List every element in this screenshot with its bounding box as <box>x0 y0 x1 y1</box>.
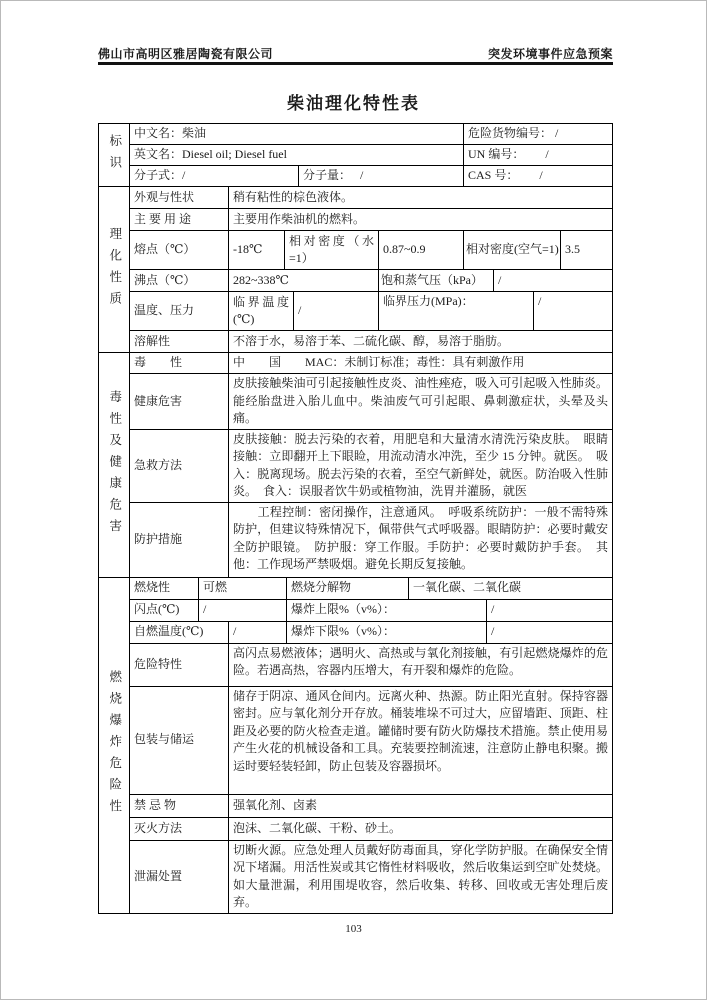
hazard-label-cell: 危险特性 <box>134 656 183 671</box>
explosion-upper-label-cell: 爆炸上限%（v%）： <box>286 600 486 621</box>
boiling-point-value-cell: 282~338℃ <box>228 270 378 291</box>
table-row <box>130 794 612 817</box>
extinguishing-label-cell: 灭火方法 <box>134 820 183 835</box>
flash-point-label-cell: 闪点(℃) <box>134 602 180 617</box>
table-row <box>130 840 612 913</box>
table-row <box>130 599 612 621</box>
table-row <box>130 373 612 429</box>
boiling-point-label-cell: 沸点（℃） <box>134 272 196 287</box>
un-no-cell: UN 编号： / <box>463 145 612 165</box>
saturated-vapor-pressure-value-cell: / <box>493 270 612 291</box>
section-label-text: 理化性质 <box>107 226 122 313</box>
solubility-label-cell: 溶解性 <box>134 333 171 348</box>
molecular-weight-cell: 分子量： / <box>298 166 463 186</box>
incompatibles-value-cell: 强氧化剂、卤素 <box>228 795 612 817</box>
saturated-vapor-pressure-label-cell: 饱和蒸气压（kPa） <box>378 270 493 291</box>
table-row <box>130 817 612 840</box>
page-header <box>98 45 613 62</box>
explosion-upper-value-cell: / <box>486 600 612 621</box>
packaging-value-cell: 储存于阴凉、通风仓间内。远离火种、热源。防止阳光直射。保持容器密封。应与氧化剂分开存放。桶装堆垛不可过大，应留墙距、顶距、柱距及必要的防火检查走道。罐储时要有防火防爆技术措施。禁止使用易产生火花的机械设备和工具。充装要控制流速，注意防止静电积聚。搬运时要轻装轻卸，防止包装及容器损坏。 <box>228 687 612 794</box>
critical-temp-value-cell: / <box>293 292 378 330</box>
header-divider <box>98 62 613 65</box>
first-aid-label-cell: 急救方法 <box>134 457 183 472</box>
table-row <box>130 643 612 686</box>
chinese-name-cell: 中文名：柴油 <box>134 126 207 141</box>
header-company: 佛山市高明区雅居陶瓷有限公司 <box>98 47 274 61</box>
section-physical-chemical <box>99 186 612 352</box>
table-row <box>130 686 612 794</box>
section-identification <box>99 124 612 186</box>
hazard-value-cell: 高闪点易燃液体；遇明火、高热或与氧化剂接触，有引起燃烧爆炸的危险。若遇高热，容器内压增大，有开裂和爆炸的危险。 <box>228 644 612 686</box>
header-doc-name: 突发环境事件应急预案 <box>487 47 613 61</box>
section-label-text: 燃烧爆炸危险性 <box>107 669 122 821</box>
health-hazard-value-cell: 皮肤接触柴油可引起接触性皮炎、油性痤疮，吸入可引起吸入性肺炎。能经胎盘进入胎儿血中。柴油废气可引起眼、鼻刺激症状，头晕及头痛。 <box>228 374 612 429</box>
section-label-fire-explosion <box>99 578 130 913</box>
solubility-value-cell: 不溶于水，易溶于苯、二硫化碳、醇，易溶于脂肪。 <box>228 331 612 352</box>
english-name-cell: 英文名：Diesel oil; Diesel fuel <box>134 147 287 162</box>
autoignition-value-cell: / <box>228 622 286 643</box>
section-fire-explosion <box>99 577 612 913</box>
table-row <box>130 124 612 144</box>
autoignition-label-cell: 自燃温度(℃) <box>134 624 204 639</box>
melting-point-value-cell: -18℃ <box>228 231 284 269</box>
cas-no-cell: CAS 号： / <box>463 166 612 186</box>
section-label-text: 毒性及健康危害 <box>107 389 122 540</box>
section-label-text: 标识 <box>107 133 122 177</box>
table-row <box>130 269 612 291</box>
table-row <box>130 621 612 643</box>
section-toxicity-health <box>99 352 612 577</box>
section-label-physical-chemical <box>99 187 130 352</box>
table-row <box>130 353 612 373</box>
incompatibles-label-cell: 禁 忌 物 <box>134 797 177 812</box>
page-title: 柴油理化特性表 <box>287 94 420 113</box>
table-row <box>130 291 612 330</box>
temp-pressure-label-cell: 温度、压力 <box>134 303 195 318</box>
relative-density-water-value-cell: 0.87~0.9 <box>378 231 463 269</box>
section-label-identification <box>99 124 130 186</box>
main-use-value-cell: 主要用作柴油机的燃料。 <box>228 209 612 230</box>
leak-disposal-value-cell: 切断火源。应急处理人员戴好防毒面具，穿化学防护服。在确保安全情况下堵漏。用活性炭或其它惰性材料吸收，然后收集运到空旷处焚烧。如大量泄漏，利用围堤收容，然后收集、转移、回收或无害处理后废弃。 <box>228 841 612 913</box>
table-row <box>130 208 612 230</box>
first-aid-value-cell: 皮肤接触：脱去污染的衣着，用肥皂和大量清水清洗污染皮肤。 眼睛接触：立即翻开上下眼睑，用流动清水冲洗，至少 15 分钟。就医。 吸入：脱离现场。脱去污染的衣着，至空气新鲜处，就医。防治吸入性肺炎。 食入：误服者饮牛奶或植物油，洗胃并灌肠，就医 <box>228 430 612 502</box>
packaging-label-cell: 包装与储运 <box>134 732 195 747</box>
table-row <box>130 230 612 269</box>
table-row <box>130 502 612 577</box>
critical-temp-label-cell: 临界温度(℃) <box>228 292 293 330</box>
dangerous-goods-no-cell: 危险货物编号： / <box>463 124 612 144</box>
section-label-toxicity-health <box>99 353 130 577</box>
critical-pressure-label-cell: 临界压力(MPa)： <box>378 292 533 330</box>
table-row <box>130 187 612 208</box>
flammability-value-cell: 可燃 <box>198 578 286 599</box>
main-use-label-cell: 主 要 用 途 <box>134 211 192 226</box>
critical-pressure-value-cell: / <box>533 292 612 330</box>
toxicity-label-cell: 毒 性 <box>134 355 183 370</box>
explosion-lower-value-cell: / <box>486 622 612 643</box>
table-row <box>130 330 612 352</box>
flammability-label-cell: 燃烧性 <box>134 580 171 595</box>
page-number: 103 <box>345 923 362 935</box>
explosion-lower-label-cell: 爆炸下限%（v%）： <box>286 622 486 643</box>
spec-table <box>98 123 613 914</box>
table-row <box>130 144 612 165</box>
relative-density-water-label-cell: 相对密度（水=1） <box>284 231 378 269</box>
extinguishing-value-cell: 泡沫、二氧化碳、干粉、砂土。 <box>228 818 612 840</box>
molecular-formula-cell: 分子式：/ <box>134 168 186 183</box>
combustion-products-label-cell: 燃烧分解物 <box>286 578 408 599</box>
appearance-label-cell: 外观与性状 <box>134 189 195 204</box>
protection-value-cell: 工程控制：密闭操作，注意通风。 呼吸系统防护：一般不需特殊防护，但建议特殊情况下，佩带供气式呼吸器。眼睛防护：必要时戴安全防护眼镜。 防护服：穿工作服。手防护：必要时戴防护手套。 其他：工作现场严禁吸烟。避免长期反复接触。 <box>228 503 612 577</box>
table-row <box>130 578 612 599</box>
melting-point-label-cell: 熔点（℃） <box>134 242 196 257</box>
protection-label-cell: 防护措施 <box>134 531 183 546</box>
combustion-products-value-cell: 一氧化碳、二氧化碳 <box>408 578 612 599</box>
toxicity-value-cell: 中 国 MAC：未制订标准；毒性：具有刺激作用 <box>228 353 612 373</box>
table-row <box>130 165 612 186</box>
table-row <box>130 429 612 502</box>
relative-density-air-value-cell: 3.5 <box>560 231 612 269</box>
appearance-value-cell: 稍有粘性的棕色液体。 <box>228 187 612 208</box>
leak-disposal-label-cell: 泄漏处置 <box>134 868 183 883</box>
relative-density-air-label-cell: 相对密度(空气=1) <box>463 231 560 269</box>
health-hazard-label-cell: 健康危害 <box>134 393 183 408</box>
flash-point-value-cell: / <box>198 600 286 621</box>
